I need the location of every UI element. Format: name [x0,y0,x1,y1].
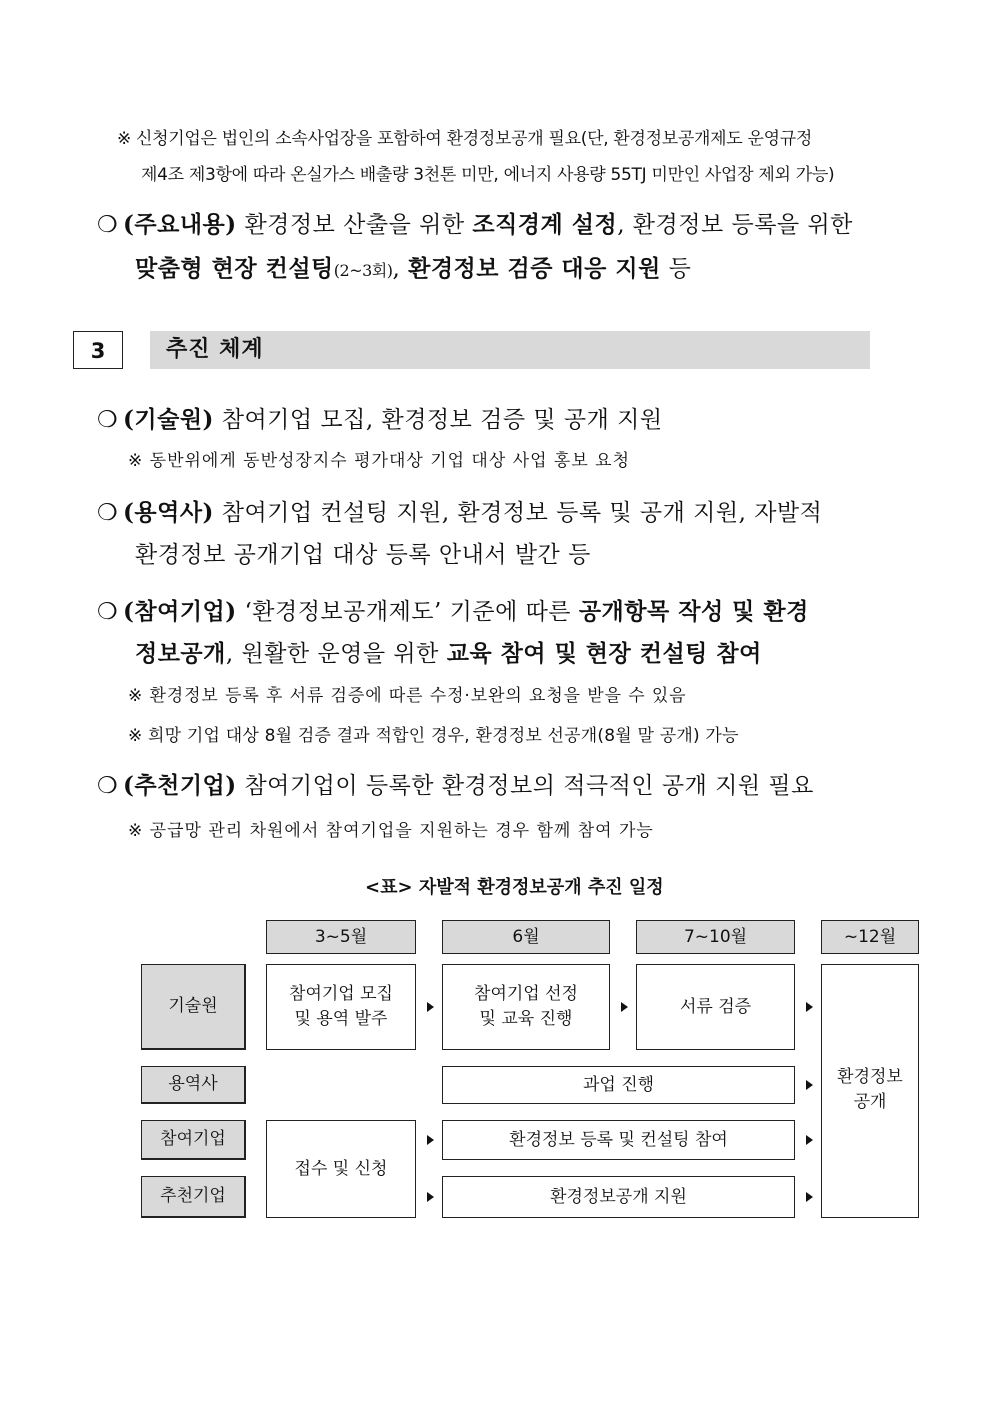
note-top-line1: ※ 신청기업은 법인의 소속사업장을 포함하여 환경정보공개 필요(단, 환경정보공개제도 운영규정 [117,129,812,149]
participant-note2: ※ 희망 기업 대상 8월 검증 결과 적합인 경우, 환경정보 선공개(8월 말 공개) 가능 [128,726,739,746]
header-6: 6월 [442,920,610,954]
arrow-right-icon [427,1192,434,1202]
arrow-right-icon [806,1192,813,1202]
participant-bullet: ❍ (참여기업) ‘환경정보공개제도’ 기준에 따른 공개항목 작성 및 환경 [97,598,809,625]
bullet-circle-icon: ❍ [97,212,119,238]
note-top-line2: 제4조 제3항에 따라 온실가스 배출량 3천톤 미만, 에너지 사용량 55TJ 미만인 사업장 제외 가능) [141,165,835,185]
arrow-right-icon [621,1002,628,1012]
cell-task: 과업 진행 [442,1066,795,1104]
bullet-circle-icon: ❍ [97,407,119,433]
cell-apply: 접수 및 신청 [266,1120,416,1218]
header-3-5: 3~5월 [266,920,416,954]
recommender-bullet: ❍ (추천기업) 참여기업이 등록한 환경정보의 적극적인 공개 지원 필요 [97,772,814,799]
bullet-circle-icon: ❍ [97,599,119,625]
bullet-circle-icon: ❍ [97,500,119,526]
row-agency: 용역사 [141,1066,246,1104]
main-content-line2: 맞춤형 현장 컨설팅(2~3회), 환경정보 검증 대응 지원 등 [135,255,692,282]
cell-register: 환경정보 등록 및 컨설팅 참여 [442,1120,795,1160]
table-caption: <표> 자발적 환경정보공개 추진 일정 [365,877,664,898]
cell-verify: 서류 검증 [636,964,795,1050]
agency-line2: 환경정보 공개기업 대상 등록 안내서 발간 등 [135,542,591,568]
arrow-right-icon [427,1002,434,1012]
participant-line2: 정보공개, 원활한 운영을 위한 교육 참여 및 현장 컨설팅 참여 [135,640,762,667]
main-content-bullet: ❍ (주요내용) 환경정보 산출을 위한 조직경계 설정, 환경정보 등록을 위한 [97,211,853,238]
row-participant: 참여기업 [141,1120,246,1160]
kitech-note: ※ 동반위에게 동반성장지수 평가대상 기업 대상 사업 홍보 요청 [128,451,631,471]
section-number: 3 [73,331,123,369]
arrow-right-icon [427,1135,434,1145]
kitech-bullet: ❍ (기술원) 참여기업 모집, 환경정보 검증 및 공개 지원 [97,406,663,433]
recommender-note: ※ 공급망 관리 차원에서 참여기업을 지원하는 경우 함께 참여 가능 [128,821,654,841]
row-recommender: 추천기업 [141,1176,246,1218]
header-7-10: 7~10월 [636,920,795,954]
bullet-circle-icon: ❍ [97,773,119,799]
cell-select: 참여기업 선정 및 교육 진행 [442,964,610,1050]
cell-recruit: 참여기업 모집 및 용역 발주 [266,964,416,1050]
header-12: ~12월 [821,920,919,954]
arrow-right-icon [806,1002,813,1012]
arrow-right-icon [806,1135,813,1145]
row-kitech: 기술원 [141,964,246,1050]
cell-support: 환경정보공개 지원 [442,1176,795,1218]
agency-bullet: ❍ (용역사) 참여기업 컨설팅 지원, 환경정보 등록 및 공개 지원, 자발적 [97,499,823,526]
participant-note1: ※ 환경정보 등록 후 서류 검증에 따른 수정·보완의 요청을 받을 수 있음 [128,686,687,706]
arrow-right-icon [806,1080,813,1090]
cell-final: 환경정보 공개 [821,964,919,1218]
section-title: 추진 체계 [150,331,870,369]
